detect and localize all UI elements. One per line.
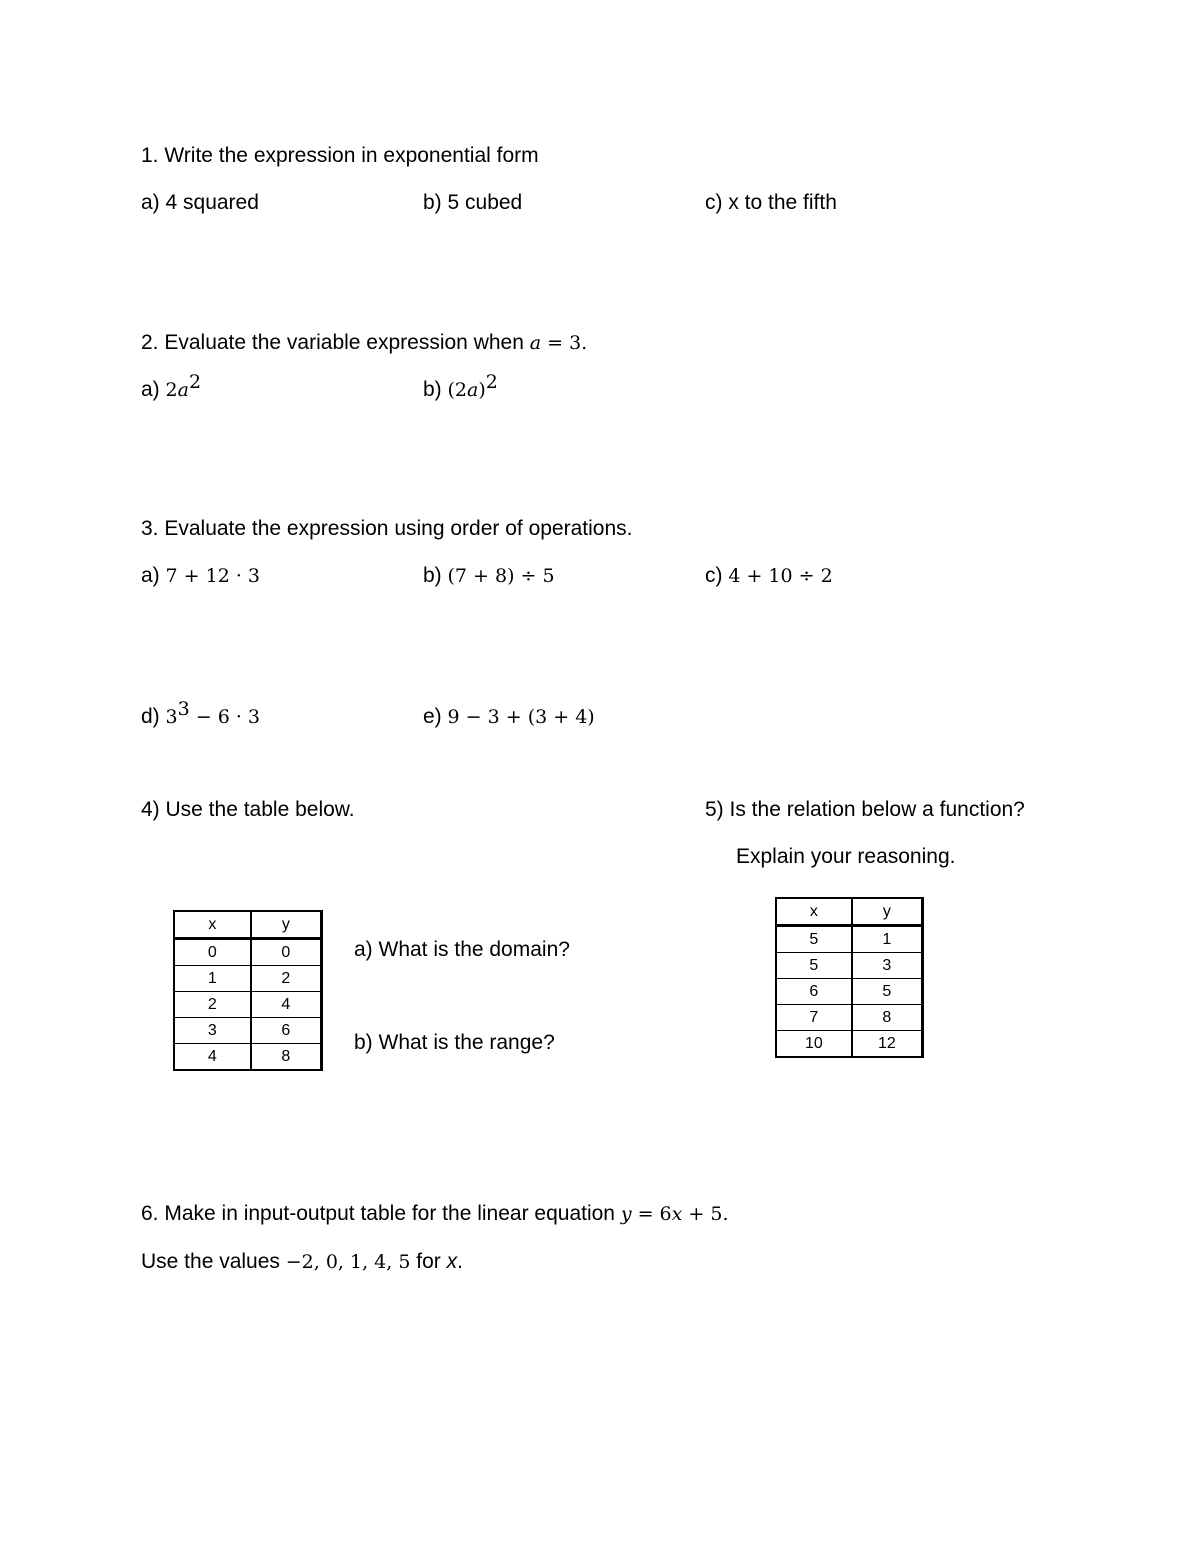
q4-header-y: y	[251, 911, 322, 939]
table-row	[776, 1005, 923, 1031]
q4-cell-x: 1	[174, 966, 251, 992]
q2-b-label: b)	[423, 378, 448, 401]
q5-subtitle: Explain your reasoning.	[736, 845, 956, 868]
q4-table-header-row	[174, 911, 322, 939]
q3-d-exp: 3	[177, 698, 190, 720]
q2-a-exp: 2	[188, 371, 202, 393]
q4-cell-x: 3	[174, 1018, 251, 1044]
q6-values-list: −2, 0, 1, 4, 5	[285, 1251, 411, 1273]
q4-title: 4) Use the table below.	[141, 798, 355, 821]
q3-part-e	[423, 704, 595, 730]
q3-d-label: d)	[141, 705, 166, 728]
q4-cell-x: 2	[174, 992, 251, 1018]
q3-title: 3. Evaluate the expression using order of operations.	[141, 517, 633, 540]
q4-cell-x: 0	[174, 939, 251, 966]
q6-title-text: 6. Make in input-output table for the linear equation	[141, 1202, 621, 1225]
q4-cell-y: 6	[251, 1018, 322, 1044]
q6-values-text: Use the values	[141, 1250, 286, 1273]
q3-d-rest: − 6 · 3	[189, 706, 260, 728]
q5-cell-x: 5	[776, 953, 852, 979]
q2-a-label: a)	[141, 378, 166, 401]
q3-a-expr: 7 + 12 · 3	[165, 565, 260, 587]
table-row	[174, 1018, 322, 1044]
q6-eq-mid: = 6	[631, 1203, 672, 1225]
q4-question-range: b) What is the range?	[354, 1031, 555, 1054]
q5-header-y: y	[852, 898, 923, 926]
q5-cell-x: 6	[776, 979, 852, 1005]
q3-e-expr: 9 − 3 + (3 + 4)	[447, 706, 595, 728]
q5-table	[775, 897, 924, 1058]
table-row	[776, 953, 923, 979]
q6-title	[141, 1201, 729, 1227]
q6-values-line	[141, 1249, 463, 1275]
q4-cell-y: 8	[251, 1044, 322, 1071]
q6-eq-post: + 5.	[682, 1203, 729, 1225]
q4-header-x: x	[174, 911, 251, 939]
q4-table	[173, 910, 323, 1071]
q2-b-exp: 2	[485, 371, 498, 393]
q6-values-var: x	[446, 1250, 458, 1273]
q2-value: = 3.	[541, 332, 588, 354]
q4-cell-y: 4	[251, 992, 322, 1018]
q3-c-label: c)	[705, 564, 729, 587]
q3-e-label: e)	[423, 705, 448, 728]
q3-part-b	[423, 563, 555, 589]
q4-cell-y: 2	[251, 966, 322, 992]
q2-a-var: a	[177, 379, 189, 401]
q3-a-label: a)	[141, 564, 166, 587]
q2-title-text: 2. Evaluate the variable expression when	[141, 331, 530, 354]
q3-b-label: b)	[423, 564, 448, 587]
table-row	[174, 966, 322, 992]
q2-part-b	[423, 371, 498, 403]
q5-header-x: x	[776, 898, 852, 926]
q6-values-for: for	[410, 1250, 447, 1273]
q4-cell-y: 0	[251, 939, 322, 966]
q1-title: 1. Write the expression in exponential form	[141, 144, 539, 167]
q5-title: 5) Is the relation below a function?	[705, 798, 1025, 821]
q5-cell-x: 10	[776, 1031, 852, 1058]
table-row	[776, 979, 923, 1005]
q3-part-c	[705, 563, 833, 589]
q5-cell-y: 8	[852, 1005, 923, 1031]
table-row	[174, 992, 322, 1018]
q6-eq-y: y	[620, 1203, 632, 1225]
q1-part-b: b) 5 cubed	[423, 191, 523, 214]
q2-b-open: (2	[447, 379, 468, 401]
q5-cell-y: 1	[852, 926, 923, 953]
q4-cell-x: 4	[174, 1044, 251, 1071]
q2-a-coef: 2	[165, 379, 178, 401]
table-row	[174, 939, 322, 966]
q1-part-c: c) x to the fifth	[705, 191, 837, 214]
q3-d-base: 3	[165, 706, 178, 728]
q2-variable: a	[529, 332, 542, 354]
q2-part-a	[141, 371, 202, 403]
q2-b-close: )	[478, 379, 486, 401]
q3-part-d	[141, 698, 260, 730]
q5-cell-x: 7	[776, 1005, 852, 1031]
q6-eq-x: x	[671, 1203, 683, 1225]
q2-title	[141, 330, 587, 356]
q5-cell-y: 5	[852, 979, 923, 1005]
table-row	[776, 1031, 923, 1058]
q5-cell-y: 3	[852, 953, 923, 979]
q3-part-a	[141, 563, 260, 589]
q5-cell-x: 5	[776, 926, 852, 953]
q1-part-a: a) 4 squared	[141, 191, 259, 214]
table-row	[174, 1044, 322, 1071]
q5-table-header-row	[776, 898, 923, 926]
q2-b-var: a	[467, 379, 479, 401]
q5-cell-y: 12	[852, 1031, 923, 1058]
q6-values-period: .	[457, 1250, 463, 1273]
q3-b-expr: (7 + 8) ÷ 5	[447, 565, 555, 587]
q4-question-domain: a) What is the domain?	[354, 938, 570, 961]
table-row	[776, 926, 923, 953]
q3-c-expr: 4 + 10 ÷ 2	[728, 565, 833, 587]
